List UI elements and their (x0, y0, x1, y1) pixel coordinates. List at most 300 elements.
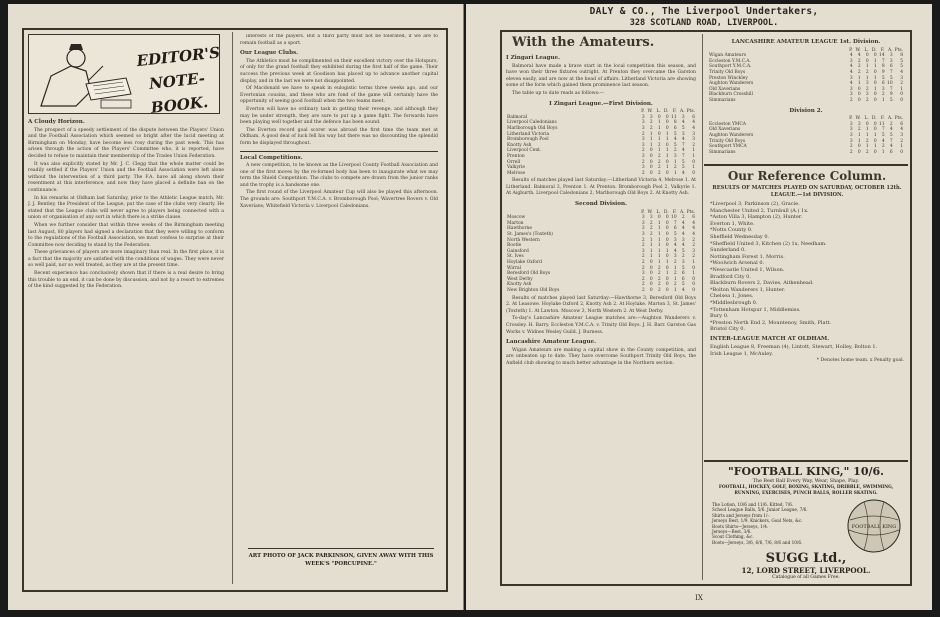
table-header-cell: Pts. (894, 47, 903, 53)
table-cell: 5 (673, 142, 677, 148)
table-cell: 0 (873, 69, 877, 75)
table-cell: 7 (881, 58, 885, 64)
table-cell: 1 (657, 248, 661, 254)
table-cell: 5 (889, 75, 893, 81)
table-cell: Gainsford (507, 248, 529, 254)
advert-price-line: Scout Clothing, &c. (712, 534, 754, 540)
table-cell: 0 (873, 149, 877, 155)
table-cell: 3 (641, 120, 645, 126)
table-header-cell: Pts. (686, 109, 695, 115)
table-cell: 5 (881, 75, 885, 81)
table-cell: 3 (849, 92, 853, 98)
table-cell: 4 (857, 53, 861, 59)
table-cell: 3 (681, 260, 685, 265)
local-competitions-heading: Local Competitions. (240, 154, 303, 161)
table-header-cell: D. (663, 209, 669, 215)
table-cell: Liverpool Cent. (507, 148, 542, 154)
table-cell: 6 (889, 149, 893, 155)
table-header-cell: D. (871, 47, 877, 53)
table-cell: Old Xaverians (709, 86, 741, 92)
reference-result-line: *Woolwich Arsenal 0. (710, 260, 765, 267)
table-cell: 9 (881, 69, 885, 75)
table-cell: 0 (649, 271, 653, 277)
table-header-cell: Pts. (686, 209, 695, 215)
fixtures: To-day's Lancashire Amateur League matches are:—Aughton Wanderers v. Crossley. H. Barry. Eccleston Y.M.C.A. v. Trinity Old Boys. J. H. Barr. Garston Gas Works v. Widnes Wesley Guild. J. Burness. (506, 316, 696, 335)
table-cell: 1 (673, 170, 677, 176)
table-cell: 2 (641, 170, 645, 176)
table-cell: 1 (692, 153, 695, 159)
table-header-cell: F. (880, 116, 885, 122)
table-cell: Marlborough Old Boys (507, 125, 558, 131)
table-cell: Aughton Wanderers (709, 132, 754, 138)
advert-address: 12, LORD STREET, LIVERPOOL. (741, 566, 871, 575)
second-division-title: Second Division. (574, 201, 628, 208)
table-cell: 0 (857, 144, 861, 150)
table-cell: Eccleston YMCA (709, 121, 746, 127)
table-cell: 3 (865, 92, 869, 98)
table-cell: 1 (657, 243, 661, 249)
table-cell: 2 (641, 148, 645, 154)
table-cell: 0 (857, 97, 861, 103)
table-cell: 2 (849, 149, 853, 155)
table-cell: 5 (673, 131, 677, 137)
table-cell: 2 (657, 142, 661, 148)
editor-writing-illustration (31, 36, 141, 112)
table-cell: 1 (865, 75, 869, 81)
table-cell: 2 (641, 243, 645, 249)
table-cell: 1 (857, 132, 861, 138)
table-cell: 0 (692, 276, 695, 282)
league-clubs-heading: Our League Clubs. (240, 50, 299, 57)
table-cell: 3 (641, 142, 645, 148)
table-cell: 4 (681, 243, 685, 249)
table-cell: 3 (681, 131, 685, 137)
table-header-cell: P. (849, 47, 853, 53)
table-cell: 0 (692, 159, 695, 165)
table-cell: 3 (849, 132, 853, 138)
table-cell: 3 (681, 237, 685, 243)
table-cell: 2 (857, 64, 861, 70)
table-cell: 3 (649, 114, 653, 120)
table-header-cell: F. (672, 109, 677, 115)
second-division-table (506, 210, 696, 294)
advert-price-line: The Lotion, 10/6 and 11/6. Kitted, 7/6. (712, 502, 794, 507)
table-cell: 1 (865, 127, 869, 133)
table-cell: 0 (865, 121, 869, 127)
table-cell: 2 (692, 142, 695, 148)
table-cell: 0 (900, 97, 903, 103)
editors-logo-text: EDITOR'S NOTE-BOOK. (135, 43, 221, 117)
table-cell: Simmarians (709, 149, 736, 155)
table-header-cell: D. (663, 109, 669, 115)
table-cell: 1 (657, 254, 661, 260)
table-header-cell: P. (641, 109, 645, 115)
table-cell: 1 (873, 132, 877, 138)
table-cell: 6 (673, 226, 677, 232)
table-cell: Southport Y.M.C.A. (709, 64, 752, 70)
table-cell: 0 (649, 159, 653, 165)
reference-result-line: Everton 1, White. (710, 220, 755, 227)
editors-paragraph: Recent experience has conclusively shown that if there is a real desire to bring this trouble to an end, it can be done by discussion, and not by a resort to extremes of the kind suggested by the Federation. (28, 271, 224, 290)
table-cell: 2 (657, 282, 661, 288)
table-cell: 0 (665, 276, 669, 282)
table-cell: 4 (681, 232, 685, 238)
div1-title: LANCASHIRE AMATEUR LEAGUE 1st. Division. (731, 39, 881, 45)
table-cell: 1 (857, 138, 861, 144)
results-first: Results of matches played last Saturday:—Litherland Victoria 4, Melrose 1. At Litherland. Balmoral 3, Prenton 1. At Prenton. Bromborough Pool 2, Valkyrie 1. At Aigburth. Liverpool Caledonians 2, Marlborough Old Boys 2. At Knotty Ash. (506, 178, 696, 197)
reference-result-line: Blackburn Rovers 2, Davies, Aitkenhead. (710, 280, 814, 287)
table-cell: 3 (673, 153, 677, 159)
table-cell: Eccleston Y.M.C.A. (709, 58, 751, 64)
table-cell: 5 (681, 265, 685, 271)
inter-league-title: INTER-LEAGUE MATCH AT OLDHAM. (710, 335, 830, 342)
reference-result-line: *Liverpool 3, Parkinson (2), Gracie. (710, 201, 800, 207)
table-cell: 3 (692, 248, 695, 254)
table-cell: Melrose (507, 170, 526, 176)
table-cell: 3 (641, 165, 645, 171)
table-cell: 1 (657, 260, 661, 265)
table-cell: Litherland Victoria (507, 131, 550, 137)
left-page (8, 4, 464, 610)
amateurs-intro2: The table up to date reads as follows:— (512, 90, 605, 96)
advert-tagline: The Best Ball Every Way, Wear, Shape, Play. (752, 479, 860, 484)
table-cell: 0 (857, 149, 861, 155)
table-cell: 0 (665, 125, 669, 131)
table-cell: 1 (873, 86, 877, 92)
table-cell: 2 (657, 271, 661, 277)
table-cell: 1 (692, 148, 695, 154)
table-cell: 14 (879, 53, 885, 59)
table-cell: 1 (657, 232, 661, 238)
table-cell: 2 (673, 148, 677, 154)
table-cell: 4 (692, 120, 695, 126)
inter-line: English League 8, Freeman (4), Lintott, Stewart, Holley, Bolton 1. (710, 344, 878, 351)
divider (240, 151, 438, 152)
table-cell: 0 (649, 148, 653, 154)
table-cell: 6 (673, 125, 677, 131)
table-cell: Wirral (507, 265, 522, 271)
table-cell: 2 (865, 97, 869, 103)
sugg-advert (704, 460, 908, 584)
table-cell: 1 (873, 144, 877, 150)
table-cell: 4 (900, 127, 903, 133)
table-cell: 2 (865, 138, 869, 144)
magazine-spread (8, 4, 932, 610)
daly-header-line1: DALY & CO., The Liverpool Undertakers, (589, 6, 819, 17)
league-paragraph: The Everton record goal scorer was abroad the first time the team met at Oldham. A good deal of luck fell his way but there was no discounting the splendid form he displayed throughout. (240, 127, 438, 146)
table-cell: 3 (692, 131, 695, 137)
table-cell: 6 (889, 64, 893, 70)
table-cell: 5 (681, 165, 685, 171)
table-header-cell: L. (864, 116, 869, 122)
column-divider (702, 34, 703, 580)
table-cell: 4 (681, 220, 685, 226)
table-cell: 5 (681, 248, 685, 254)
table-header-cell: A. (888, 116, 893, 122)
table-cell: St. Ives (507, 254, 524, 260)
table-cell: 2 (673, 260, 677, 265)
table-cell: 0 (865, 58, 869, 64)
table-cell: 3 (900, 132, 903, 138)
table-cell: 2 (641, 276, 645, 282)
table-cell: 2 (681, 215, 685, 221)
table-cell: 0 (649, 153, 653, 159)
table-cell: 0 (665, 232, 669, 238)
table-cell: 0 (665, 170, 669, 176)
table-cell: 0 (873, 81, 877, 87)
table-cell: 1 (657, 220, 661, 226)
table-cell: New Brighton Old Boys (507, 287, 560, 293)
table-cell: 1 (865, 64, 869, 70)
right-page (466, 4, 932, 610)
table-header-cell: W. (855, 47, 861, 53)
table-cell: 1 (665, 260, 669, 265)
table-cell: 0 (857, 92, 861, 98)
table-cell: Bromborough Pool (507, 137, 549, 143)
table-cell: 1 (865, 144, 869, 150)
table-cell: 2 (849, 97, 853, 103)
table-cell: 3 (849, 138, 853, 144)
table-cell: 1 (649, 131, 653, 137)
table-cell: West Derby (507, 276, 533, 282)
table-cell: 3 (641, 232, 645, 238)
table-cell: 1 (649, 137, 653, 143)
table-cell: 4 (681, 148, 685, 154)
lancs-div2-table (708, 116, 904, 155)
table-cell: 0 (873, 92, 877, 98)
table-cell: 1 (657, 137, 661, 143)
table-cell: 0 (692, 265, 695, 271)
table-cell: 3 (889, 58, 893, 64)
table-cell: 0 (900, 149, 903, 155)
advert-sports: FOOTBALL, HOCKEY, GOLF, BOXING, SKATING, DRIBBLE, SWIMMING, RUNNING, EXERCISES, PUNCH BALLS, ROLLER SKATING. (718, 485, 894, 496)
table-cell: 1 (865, 132, 869, 138)
table-cell: Wigan Amateurs (709, 53, 746, 59)
lancs-league-column (708, 36, 904, 166)
table-cell: 1 (881, 97, 885, 103)
league-paragraph: The Athletics must be complimented on their excellent victory over the Hotspurs, of only for the grand football they exhibited during the first half of the game. Their success the previous week at Goodison has placed up to advance another capital display, and in the last we were not disappointed. (240, 58, 438, 84)
table-cell: 2 (657, 159, 661, 165)
table-cell: 4 (692, 220, 695, 226)
table-cell: 2 (641, 237, 645, 243)
table-cell: Marton (507, 220, 524, 226)
amateurs-title: With the Amateurs. (512, 35, 655, 50)
table-cell: 6 (681, 271, 685, 277)
table-row (506, 171, 696, 177)
table-cell: Hoylake Oxford (507, 260, 542, 265)
table-cell: North Western (507, 237, 540, 243)
table-cell: Moscow (507, 215, 526, 221)
table-cell: 3 (849, 121, 853, 127)
lancs-div1-table (708, 48, 904, 104)
table-cell: 4 (881, 138, 885, 144)
table-cell: 10 (887, 81, 893, 87)
table-header-cell: W. (647, 209, 653, 215)
table-cell: 3 (641, 226, 645, 232)
table-cell: 0 (649, 165, 653, 171)
table-cell: 2 (865, 69, 869, 75)
table-cell: 4 (692, 125, 695, 131)
table-cell: 4 (692, 226, 695, 232)
results-title: RESULTS OF MATCHES PLAYED ON SATURDAY, OCTOBER 12th. LEAGUE.—1st DIVISION. (712, 185, 902, 198)
table-cell: Orrell (507, 159, 521, 165)
table-cell: 1 (673, 287, 677, 293)
advert-price-line: Boots Shirts—Jerseys, 1/4. (712, 523, 769, 529)
cloudy-horizon-heading: A Cloudy Horizon. (28, 119, 85, 125)
reference-results-list (710, 201, 904, 333)
football-icon (846, 498, 902, 554)
reference-result-line: Nottingham Forest 1, Morris. (710, 253, 785, 260)
table-cell: 0 (649, 260, 653, 265)
table-cell: 1 (649, 248, 653, 254)
table-cell: 1 (665, 137, 669, 143)
lancs-text: Wigan Amateurs are making a capital show in the County competition, and are unbeaten up to date. They have overcome Southport Trinity Old Boys, the Anfield club showing to much better advantage in the Northern section. (506, 347, 696, 366)
table-cell: 4 (849, 53, 853, 59)
reference-result-line: *Preston North End 2, Mountenoy, Smith, Platt. (710, 319, 832, 326)
table-cell: 6 (692, 215, 695, 221)
table-cell: 2 (657, 165, 661, 171)
table-cell: 2 (881, 92, 885, 98)
table-cell: 2 (681, 254, 685, 260)
table-cell: 1 (649, 142, 653, 148)
table-cell: 2 (649, 232, 653, 238)
table-cell: 1 (665, 131, 669, 137)
table-cell: Knotty Ash (507, 282, 532, 288)
table-cell: 3 (865, 81, 869, 87)
table-cell: 1 (692, 271, 695, 277)
table-cell: 2 (641, 159, 645, 165)
table-cell: 4 (681, 137, 685, 143)
table-cell: 3 (849, 58, 853, 64)
table-cell: 2 (641, 265, 645, 271)
table-cell: 2 (889, 121, 893, 127)
table-header-cell: W. (855, 116, 861, 122)
table-cell: 10 (671, 215, 677, 221)
advert-price-line: School League Balls, 5/6. Junior League, 7/6. (712, 507, 808, 513)
table-cell: 0 (657, 215, 661, 221)
table-cell: 4 (849, 81, 853, 87)
table-cell: 5 (681, 282, 685, 288)
advert-price-line: Boots—Jerseys, 3/6, 6/6, 7/6, 8/6 and 10/6. (712, 539, 803, 545)
table-cell: 1 (649, 254, 653, 260)
advert-catalogue: Catalogue of all Games Free. (772, 575, 840, 580)
inter-line: Irish League 1, McAuley. (710, 351, 773, 358)
table-cell: 3 (641, 114, 645, 120)
page-number: IX (695, 594, 703, 602)
table-cell: Beresford Old Boys (507, 271, 551, 277)
table-header-cell: P. (641, 209, 645, 215)
table-cell: 1 (881, 149, 885, 155)
table-cell: 2 (865, 86, 869, 92)
reference-result-line: *Tottenham Hotspur 1, Middlemiss. (710, 306, 801, 313)
table-cell: 4 (673, 243, 677, 249)
reference-result-line: *Notts County 0. (710, 227, 753, 234)
table-cell: 1 (649, 237, 653, 243)
table-cell: 2 (673, 165, 677, 171)
table-cell: 2 (657, 170, 661, 176)
table-cell: Prenton (507, 153, 525, 159)
advert-price-list (712, 502, 822, 545)
table-cell: 1 (673, 265, 677, 271)
table-cell: 3 (692, 137, 695, 143)
table-cell: 0 (692, 170, 695, 176)
table-cell: 3 (641, 248, 645, 254)
table-cell: 1 (665, 153, 669, 159)
daly-header (500, 6, 908, 28)
table-cell: 3 (849, 75, 853, 81)
advert-price-line: Jerseys Best, 1/9. Knickers, Goal Nets, &c. (712, 518, 803, 524)
advert-price-line: Jerseys—Best, 3/6. (712, 529, 752, 535)
table-cell: 0 (649, 282, 653, 288)
table-cell: Simmarians (709, 97, 736, 103)
table-cell: 0 (665, 142, 669, 148)
local-paragraph: A new competition, to be known as the Liverpool County Football Association and one of the first moves by the re-formed body has been to inaugurate what we may term the Shield Competition. The clubs to compete are drawn from the junior ranks and the trophy is a handsome one. (240, 163, 438, 188)
reference-result-line: *Bolton Wanderers 1, Hunter. (710, 286, 786, 293)
reference-result-line: *Newcastle United 1, Wilson. (710, 266, 785, 273)
table-cell: 0 (657, 114, 661, 120)
table-cell: 3 (681, 114, 685, 120)
table-cell: 1 (657, 148, 661, 154)
reference-result-line: *Sheffield United 3, Kitchen (2) 1x, Needham. (710, 240, 827, 247)
table-cell: Trinity Old Boys (709, 69, 746, 75)
amateurs-column (506, 34, 696, 578)
table-cell: 6 (900, 121, 903, 127)
table-cell: 0 (665, 243, 669, 249)
table-cell: 2 (857, 69, 861, 75)
table-cell: 1 (657, 237, 661, 243)
table-cell: 2 (641, 282, 645, 288)
table-cell: 3 (673, 237, 677, 243)
table-cell: 3 (641, 125, 645, 131)
table-cell: 0 (657, 131, 661, 137)
table-cell: 1 (873, 64, 877, 70)
table-cell: 2 (881, 144, 885, 150)
table-cell: 0 (665, 282, 669, 288)
table-cell: 1 (857, 75, 861, 81)
table-cell: 1 (673, 276, 677, 282)
table-cell: 2 (657, 265, 661, 271)
table-cell: 0 (649, 287, 653, 293)
first-division-table (506, 109, 696, 176)
table-cell: 1 (857, 81, 861, 87)
table-cell: 2 (900, 138, 903, 144)
table-cell: 4 (681, 120, 685, 126)
table-cell: 6 (681, 276, 685, 282)
table-cell: 2 (865, 149, 869, 155)
table-cell: 4 (889, 127, 893, 133)
table-cell: 3 (641, 153, 645, 159)
table-cell: 1 (873, 58, 877, 64)
table-cell: Liverpool Caledonians (507, 120, 557, 126)
table-cell: Preston Winckley (709, 75, 748, 81)
table-cell: 7 (673, 220, 677, 226)
table-cell: 3 (881, 86, 885, 92)
table-row (708, 150, 904, 156)
league-paragraph: Everton will have no ordinary task in getting their revenge, and although they may be under strength, they are sure to put up a game fight. The forwards have been playing well together and the defence has been sound. (240, 106, 438, 126)
table-cell: 0 (649, 170, 653, 176)
editors-paragraph: interests of the players. But a third party must not be tolerated, if we are to remain football as a sport. (240, 34, 438, 46)
table-cell: 8 (881, 64, 885, 70)
table-cell: 5 (681, 159, 685, 165)
local-paragraph: The first round of the Liverpool Amateur Cup will also be played this afternoon. The grounds are: Southport Y.M.C.A. v. Bromborough Pool; Wavertree Rovers v. Old Xaverians; Whitefield Victoria v. Liverpool Caledonians. (240, 190, 438, 209)
table-cell: 1 (692, 165, 695, 171)
table-cell: 4 (681, 226, 685, 232)
results-second: Results of matches played last Saturday:—Hawthorne 3, Beresford Old Boys 2. At Leasowe. Hoylake Oxford 2, Knotty Ash 2. At Hoylake. Marton 3, St. James' (Toxteth) 1. At Lawton. Moscow 3, North Western 2. At West Derby. (506, 295, 696, 314)
reference-result-line: Bristol City 0. (710, 326, 746, 333)
reference-result-line: Manchester United 2, Turnbull (A.) 1x. (710, 207, 809, 214)
table-cell: 0 (873, 127, 877, 133)
table-cell: 5 (889, 132, 893, 138)
